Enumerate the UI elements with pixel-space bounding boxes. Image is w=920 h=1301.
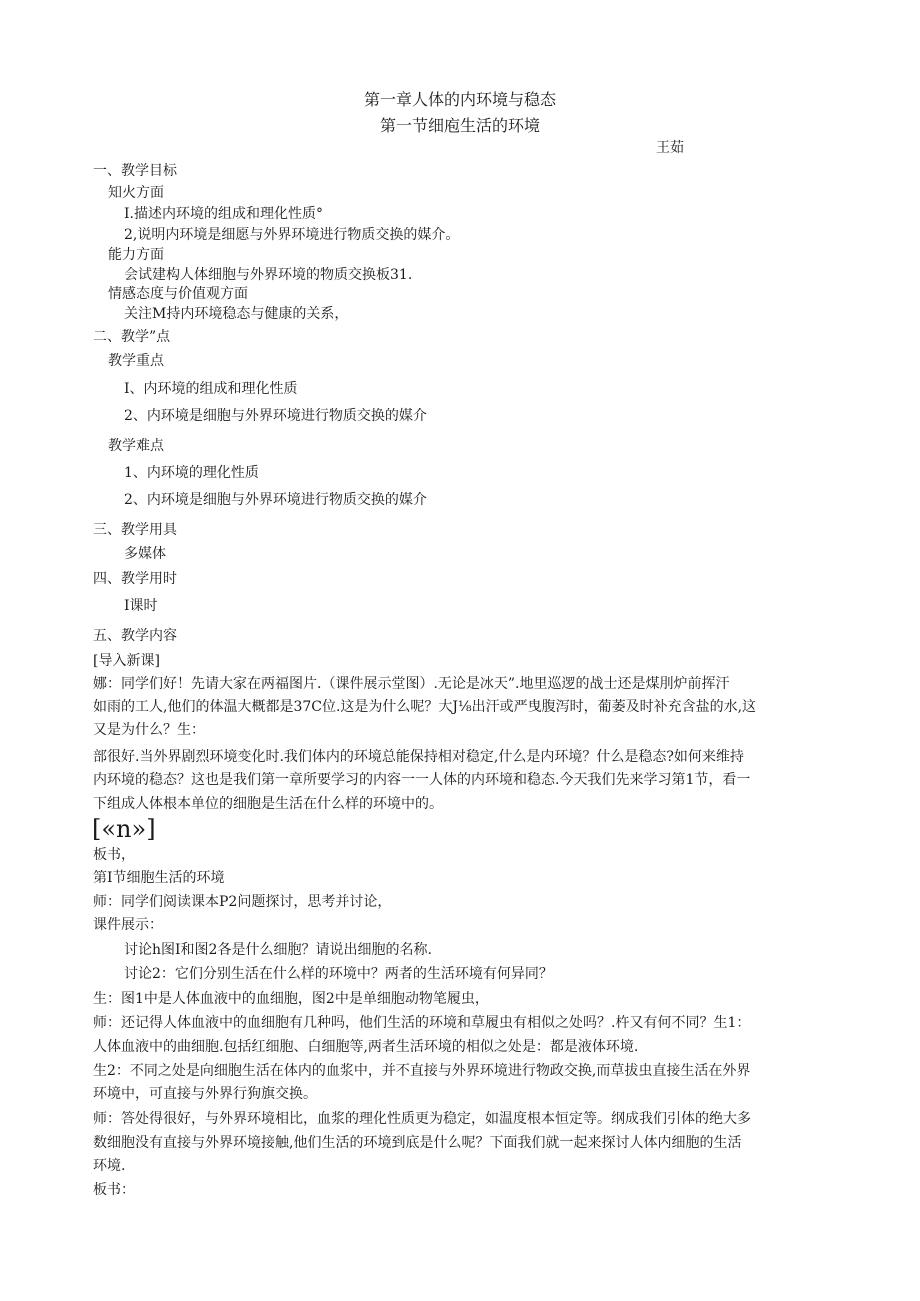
paragraph-line: 人体血液中的曲细胞.包括红细胞、白细胞等,两者生活环境的相似之处是：都是液体环境.	[93, 1039, 639, 1055]
subheading-focus: 教学重点	[108, 353, 164, 369]
paragraph-line: 生2：不同之处是向细胞生活在体内的血浆中，并不直接与外界环境进行物政交换,而草拔虫直接生活在外界	[93, 1063, 751, 1079]
paragraph-line: 生：图1中是人体血液中的血细胞，图2中是单细胞动物笔履虫，	[93, 991, 489, 1007]
subheading-knowledge: 知火方面	[108, 185, 164, 201]
focus-item-2: 2、内环境是细胞与外界环境进行物质交换的媒介	[124, 408, 427, 424]
paragraph-line: 又是为什么？生：	[93, 722, 205, 738]
paragraph-line: 下组成人体根本单位的细胞是生活在什么样的环境中的。	[93, 796, 443, 812]
section-title: 第一节细庖生活的环境	[379, 116, 540, 135]
subheading-emotion: 情感态度与价值观方面	[108, 286, 248, 302]
paragraph-line: 环境.	[93, 1158, 126, 1174]
heading-key-points: 二、教学”点	[93, 329, 171, 345]
board-label: 板书：	[93, 1182, 135, 1198]
intro-label: [导入新课]	[93, 653, 160, 669]
paragraph-line: 环境中，可直接与外界行狗旗交换。	[93, 1086, 317, 1102]
paragraph-line: 娜：同学们好！先请大家在两福图片.（课件展示堂图）.无论是冰天”.地里巡逻的战士还是煤刖炉前挥汗	[93, 676, 730, 692]
heading-objectives: 一、教学目标	[93, 163, 177, 179]
discussion-item-1: 讨论h图I和图2各是什么细胞？请说出细胞的名称.	[124, 942, 432, 958]
paragraph-line: 师：答处得很好，与外界环境相比，血浆的理化性质更为稳定，如温度根本恒定等。纲成我们引体的绝大多	[93, 1111, 751, 1127]
paragraph-line: 部很好.当外界剧烈环境变化时.我们体内的环境总能保持相对稳定,什么是内环境？什么是稳态?如何来维持	[93, 749, 744, 765]
discussion-item-2: 讨论2：它们分别生活在什么样的环境中？两者的生活环境有何异同？	[124, 966, 553, 982]
heading-content: 五、教学内容	[93, 628, 177, 644]
knowledge-item-1: I.描述内环境的组成和理化性质°	[124, 206, 323, 222]
board-label: 板书，	[93, 847, 135, 863]
paragraph-line: 师：同学们阅读课本P2问题探讨，思考并讨论，	[93, 894, 392, 910]
board-text: 第I节细胞生活的环境	[93, 870, 225, 886]
difficulty-item-2: 2、内环境是细胞与外界环境进行物质交换的媒介	[124, 492, 427, 508]
courseware-label: 课件展示：	[93, 917, 163, 933]
heading-tools: 三、教学用具	[93, 522, 177, 538]
paragraph-line: 师：还记得人体血液中的血细胞有几种吗，他们生活的环境和草履虫有相似之处吗？.杵又有何不同？生1：	[93, 1015, 751, 1031]
ability-item-1: 会试建构人体细胞与外界环境的物质交换板31.	[124, 267, 413, 283]
focus-item-1: I、内环境的组成和理化性质	[124, 381, 298, 397]
emotion-item-1: 关注M持内环境稳态与健康的关系，	[124, 306, 349, 322]
author-name: 王茹	[656, 140, 684, 156]
heading-time: 四、教学用时	[93, 571, 177, 587]
knowledge-item-2: 2,说明内环境是细愿与外界环境进行物质交换的媒介。	[124, 227, 460, 243]
tools-item: 多媒体	[124, 546, 166, 562]
subheading-ability: 能力方面	[108, 247, 164, 263]
subheading-difficulty: 教学难点	[108, 438, 164, 454]
paragraph-line: 内环境的稳态？这也是我们第一章所要学习的内容一一人体的内环境和稳态.今天我们先来学习第1节，看一	[93, 772, 751, 788]
time-item: I课时	[124, 598, 158, 614]
paragraph-line: 如雨的工人,他们的体温大概都是37C位.这是为什么呢？大J⅛出汗或严曳腹泻时，葡萎及时补充含盐的水,这	[93, 699, 757, 715]
chapter-title: 第一章人体的内环境与稳态	[363, 90, 556, 109]
difficulty-item-1: 1、内环境的理化性质	[124, 465, 259, 481]
bracket-symbol: [«n»]	[92, 815, 156, 843]
paragraph-line: 数细胞没有直接与外界环境接触,他们生活的环境到底是什么呢？下面我们就一起来探讨人体内细胞的生活	[93, 1135, 742, 1151]
